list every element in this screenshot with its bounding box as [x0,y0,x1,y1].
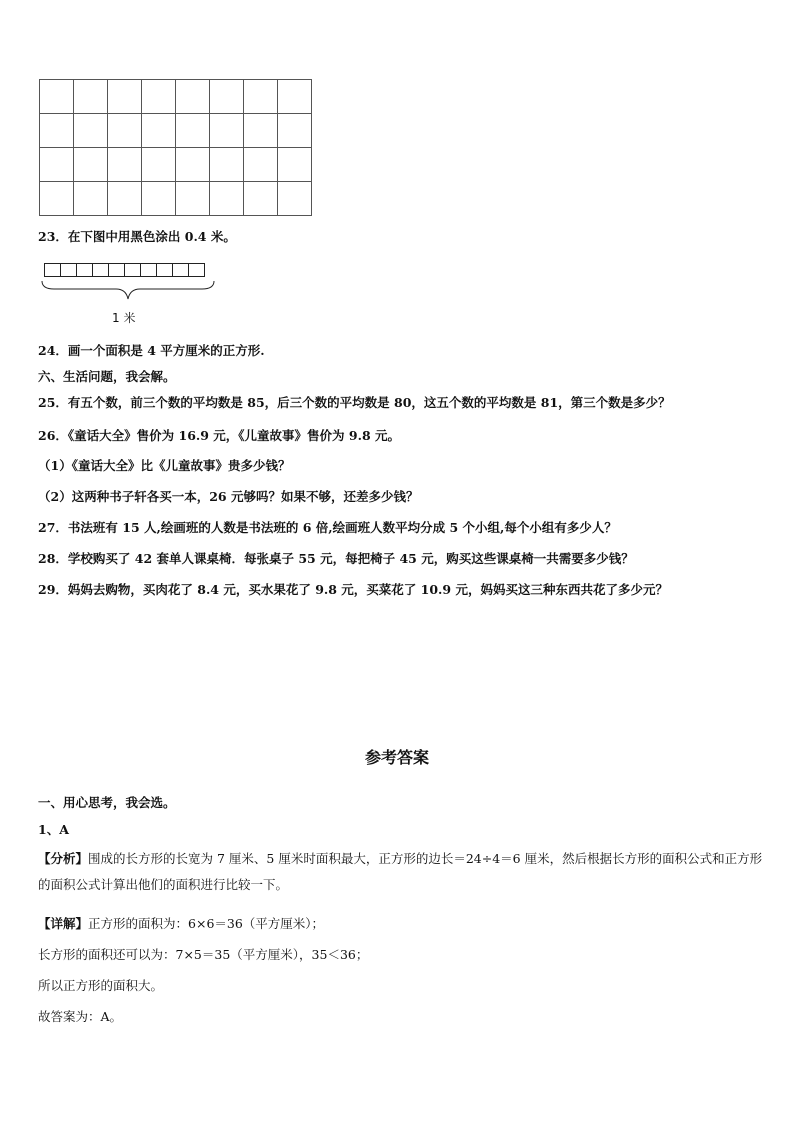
question-24: 24．画一个面积是 4 平方厘米的正方形. [38,343,265,358]
grid-cell [40,148,74,182]
detail-text: 正方形的面积为：6×6＝36（平方厘米）； [88,916,325,931]
grid-cell [210,182,244,216]
question-26-part-1: （1）《童话大全》比《儿童故事》贵多少钱？ [38,458,291,473]
grid-cell [278,114,312,148]
brace-icon [40,279,216,301]
grid-cell [142,80,176,114]
grid-cell [244,114,278,148]
strip-segment[interactable] [141,263,157,277]
analysis-paragraph [38,846,768,898]
strip-segment[interactable] [173,263,189,277]
grid-cell [244,148,278,182]
strip-segment[interactable] [157,263,173,277]
question-23: 23．在下图中用黑色涂出 0.4 米。 [38,229,236,244]
section-6-heading: 六、生活问题，我会解。 [38,369,176,384]
grid-cell [278,182,312,216]
grid-cell [108,182,142,216]
grid-cell [176,148,210,182]
grid-cell [142,182,176,216]
grid-cell [176,114,210,148]
grid-cell [278,148,312,182]
meter-strip [44,263,205,277]
grid-cell [210,148,244,182]
grid-cell [74,114,108,148]
grid-cell [142,114,176,148]
strip-segment[interactable] [77,263,93,277]
grid-cell [40,182,74,216]
answers-section-1: 一、用心思考，我会选。 [38,795,176,810]
grid-cell [108,148,142,182]
grid-cell [74,148,108,182]
grid-cell [74,80,108,114]
question-25: 25．有五个数，前三个数的平均数是 85，后三个数的平均数是 80，这五个数的平均数是 81，第三个数是多少？ [38,395,671,410]
strip-segment[interactable] [93,263,109,277]
grid-cell [40,80,74,114]
grid-cell [210,80,244,114]
grid-cell [176,80,210,114]
question-26: 26．《童话大全》售价为 16.9 元，《儿童故事》售价为 9.8 元。 [38,428,400,443]
grid-cell [244,182,278,216]
strip-segment[interactable] [189,263,205,277]
analysis-label: 【分析】 [38,851,89,866]
question-27: 27．书法班有 15 人,绘画班的人数是书法班的 6 倍,绘画班人数平均分成 5 个小组,每个小组有多少人？ [38,520,617,535]
strip-segment[interactable] [125,263,141,277]
question-29: 29．妈妈去购物，买肉花了 8.4 元，买水果花了 9.8 元，买菜花了 10.9 元，妈妈买这三种东西共花了多少元？ [38,582,668,597]
strip-segment[interactable] [109,263,125,277]
grid-cell [40,114,74,148]
grid-cell [108,80,142,114]
question-26-part-2: （2）这两种书子轩各买一本，26 元够吗？如果不够，还差多少钱？ [38,489,419,504]
analysis-text: 围成的长方形的长宽为 7 厘米、5 厘米时面积最大，正方形的边长＝24÷4＝6 厘米，然后根据长方形的面积公式和正方形的面积公式计算出他们的面积进行比较一下。 [38,851,763,892]
detail-line-3: 所以正方形的面积大。 [38,978,164,993]
detail-line-4: 故答案为：A。 [38,1009,123,1024]
square-grid [39,79,312,216]
answer-item-1: 1、A [38,822,69,837]
strip-segment[interactable] [61,263,77,277]
detail-label: 【详解】 [38,916,89,931]
grid-cell [176,182,210,216]
grid-cell [108,114,142,148]
grid-cell [244,80,278,114]
answers-title: 参考答案 [364,748,429,767]
detail-line-2: 长方形的面积还可以为：7×5＝35（平方厘米），35＜36； [38,947,369,962]
grid-cell [142,148,176,182]
grid-cell [74,182,108,216]
detail-line-1 [38,916,324,932]
strip-segment[interactable] [45,263,61,277]
grid-cell [278,80,312,114]
grid-cell [210,114,244,148]
meter-label: 1 米 [112,311,136,325]
question-28: 28．学校购买了 42 套单人课桌椅．每张桌子 55 元，每把椅子 45 元，购买这些课桌椅一共需要多少钱？ [38,551,634,566]
